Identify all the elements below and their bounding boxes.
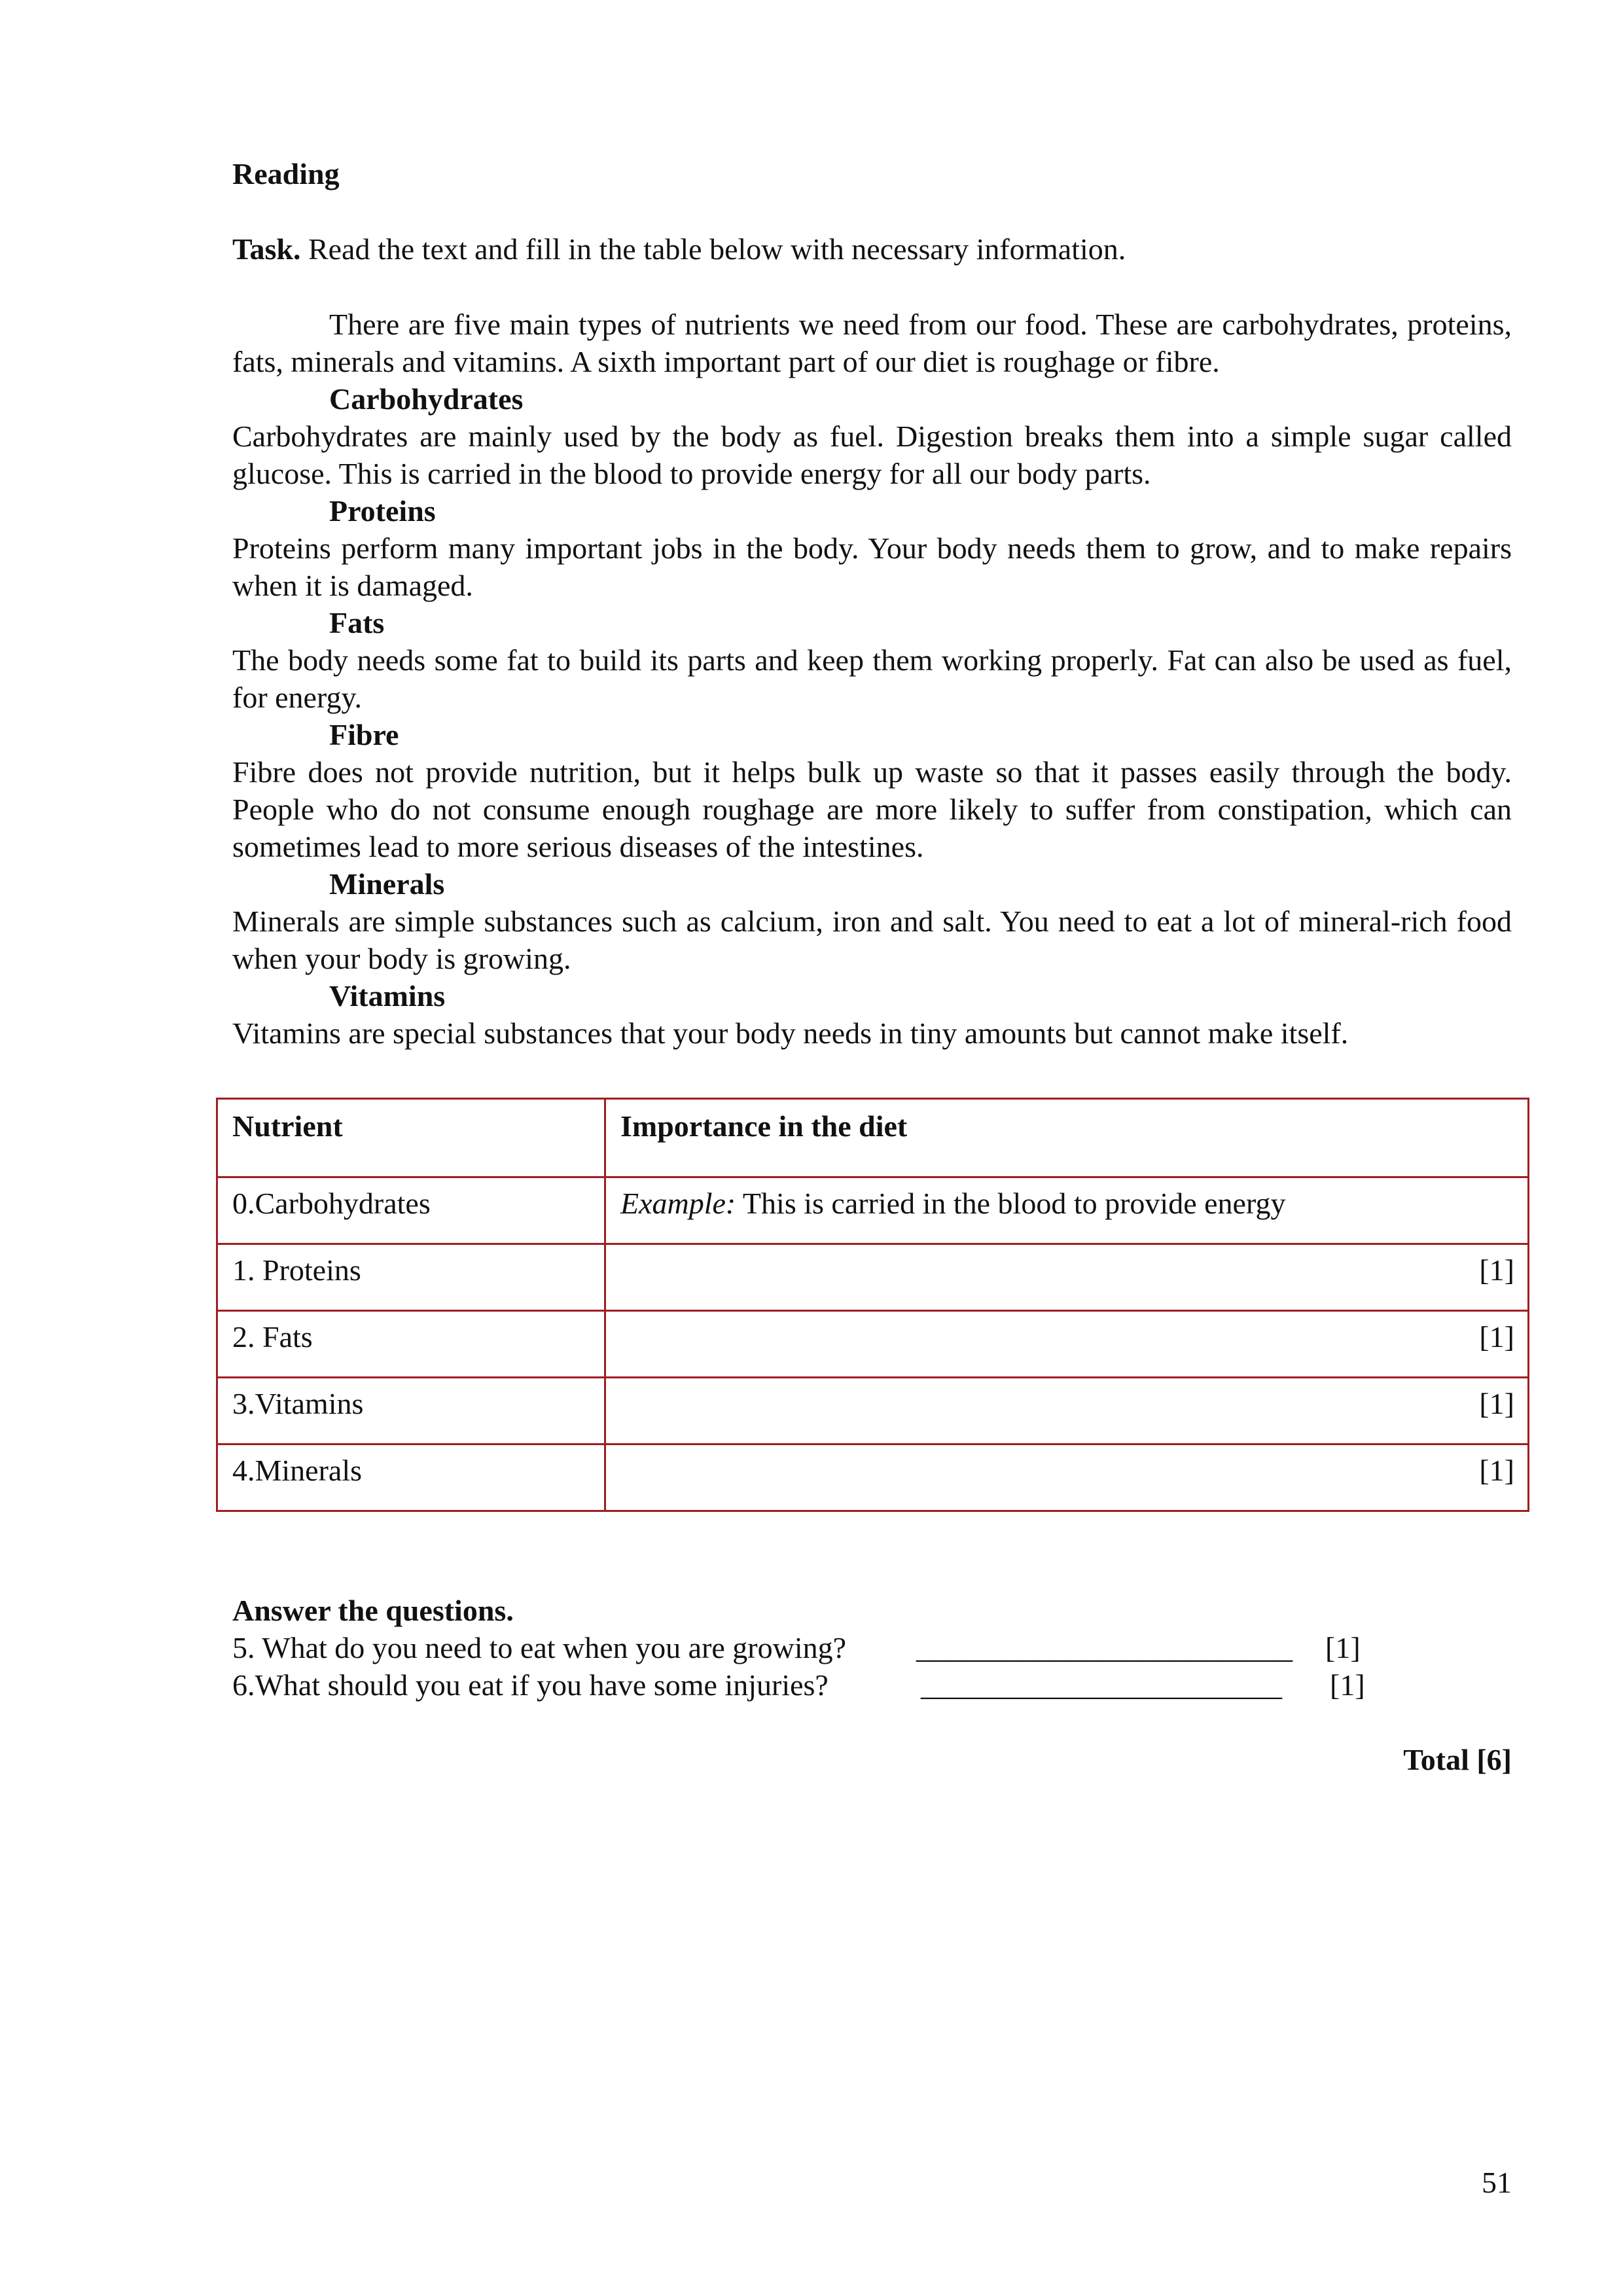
answer-cell[interactable] bbox=[605, 1311, 1529, 1378]
table-header-row bbox=[217, 1099, 1529, 1177]
answer-cell[interactable] bbox=[605, 1244, 1529, 1311]
mark-label: [1] bbox=[1325, 1631, 1361, 1664]
table-header-importance: Importance in the diet bbox=[605, 1099, 1529, 1177]
mark-label: [1] bbox=[1479, 1253, 1514, 1287]
page-number: 51 bbox=[1482, 2166, 1512, 2199]
table-cell-nutrient: 1. Proteins bbox=[217, 1244, 605, 1311]
mark-label: [1] bbox=[1479, 1320, 1514, 1354]
section-text-fats: The body needs some fat to build its parts and keep them working properly. Fat can also be used as fuel, for energy. bbox=[232, 643, 1512, 714]
section-text-vitamins: Vitamins are special substances that your body needs in tiny amounts but cannot make itself. bbox=[232, 1016, 1349, 1050]
table-row bbox=[217, 1311, 1529, 1378]
example-text: This is carried in the blood to provide energy bbox=[736, 1187, 1286, 1220]
answer-cell[interactable] bbox=[605, 1378, 1529, 1444]
table-row bbox=[217, 1444, 1529, 1511]
intro-paragraph: There are five main types of nutrients we need from our food. These are carbohydrates, proteins, fats, minerals and vitamins. A sixth important part of our diet is roughage or fibre. bbox=[232, 308, 1512, 378]
section-text-carbohydrates: Carbohydrates are mainly used by the body as fuel. Digestion breaks them into a simple sugar called glucose. This is carried in the blood to provide energy for all our body parts. bbox=[232, 420, 1512, 490]
table-cell-nutrient: 0.Carbohydrates bbox=[217, 1177, 605, 1244]
table-cell-importance bbox=[605, 1177, 1529, 1244]
table-row bbox=[217, 1244, 1529, 1311]
mark-label: [1] bbox=[1479, 1454, 1514, 1487]
question-text: 5. What do you need to eat when you are growing? bbox=[232, 1631, 847, 1664]
questions-heading: Answer the questions. bbox=[232, 1594, 514, 1627]
total-score: Total [6] bbox=[1403, 1743, 1512, 1776]
table-row bbox=[217, 1378, 1529, 1444]
nutrient-table bbox=[216, 1098, 1529, 1512]
section-title-carbohydrates: Carbohydrates bbox=[329, 382, 524, 416]
section-title-fats: Fats bbox=[329, 606, 385, 639]
question-text: 6.What should you eat if you have some injuries? bbox=[232, 1668, 829, 1702]
answer-blank[interactable]: _________________________ bbox=[916, 1631, 1293, 1664]
table-header-nutrient: Nutrient bbox=[217, 1099, 605, 1177]
task-label: Task. bbox=[232, 232, 301, 266]
example-label: Example: bbox=[620, 1187, 736, 1220]
section-text-fibre: Fibre does not provide nutrition, but it helps bulk up waste so that it passes easily through the body. People who do not consume enough roughage are more likely to suffer from constipation, which can sometimes lead to more serious diseases of the intestines. bbox=[232, 755, 1512, 863]
section-title-fibre: Fibre bbox=[329, 718, 399, 751]
table-cell-nutrient: 4.Minerals bbox=[217, 1444, 605, 1511]
section-heading: Reading bbox=[232, 157, 340, 190]
task-instruction bbox=[232, 230, 1512, 268]
answer-blank[interactable]: ________________________ bbox=[921, 1668, 1282, 1702]
section-title-proteins: Proteins bbox=[329, 494, 436, 528]
section-title-vitamins: Vitamins bbox=[329, 979, 446, 1013]
section-text-minerals: Minerals are simple substances such as calcium, iron and salt. You need to eat a lot of mineral-rich food when your body is growing. bbox=[232, 905, 1512, 975]
section-text-proteins: Proteins perform many important jobs in the body. Your body needs them to grow, and to make repairs when it is damaged. bbox=[232, 531, 1512, 602]
mark-label: [1] bbox=[1330, 1668, 1365, 1702]
answer-cell[interactable] bbox=[605, 1444, 1529, 1511]
mark-label: [1] bbox=[1479, 1387, 1514, 1420]
table-cell-nutrient: 2. Fats bbox=[217, 1311, 605, 1378]
question-6 bbox=[232, 1666, 1512, 1704]
table-cell-nutrient: 3.Vitamins bbox=[217, 1378, 605, 1444]
question-5 bbox=[232, 1629, 1512, 1666]
reading-text bbox=[232, 306, 1512, 1052]
section-title-minerals: Minerals bbox=[329, 867, 445, 901]
task-text: Read the text and fill in the table below with necessary information. bbox=[300, 232, 1126, 266]
table-row-example bbox=[217, 1177, 1529, 1244]
